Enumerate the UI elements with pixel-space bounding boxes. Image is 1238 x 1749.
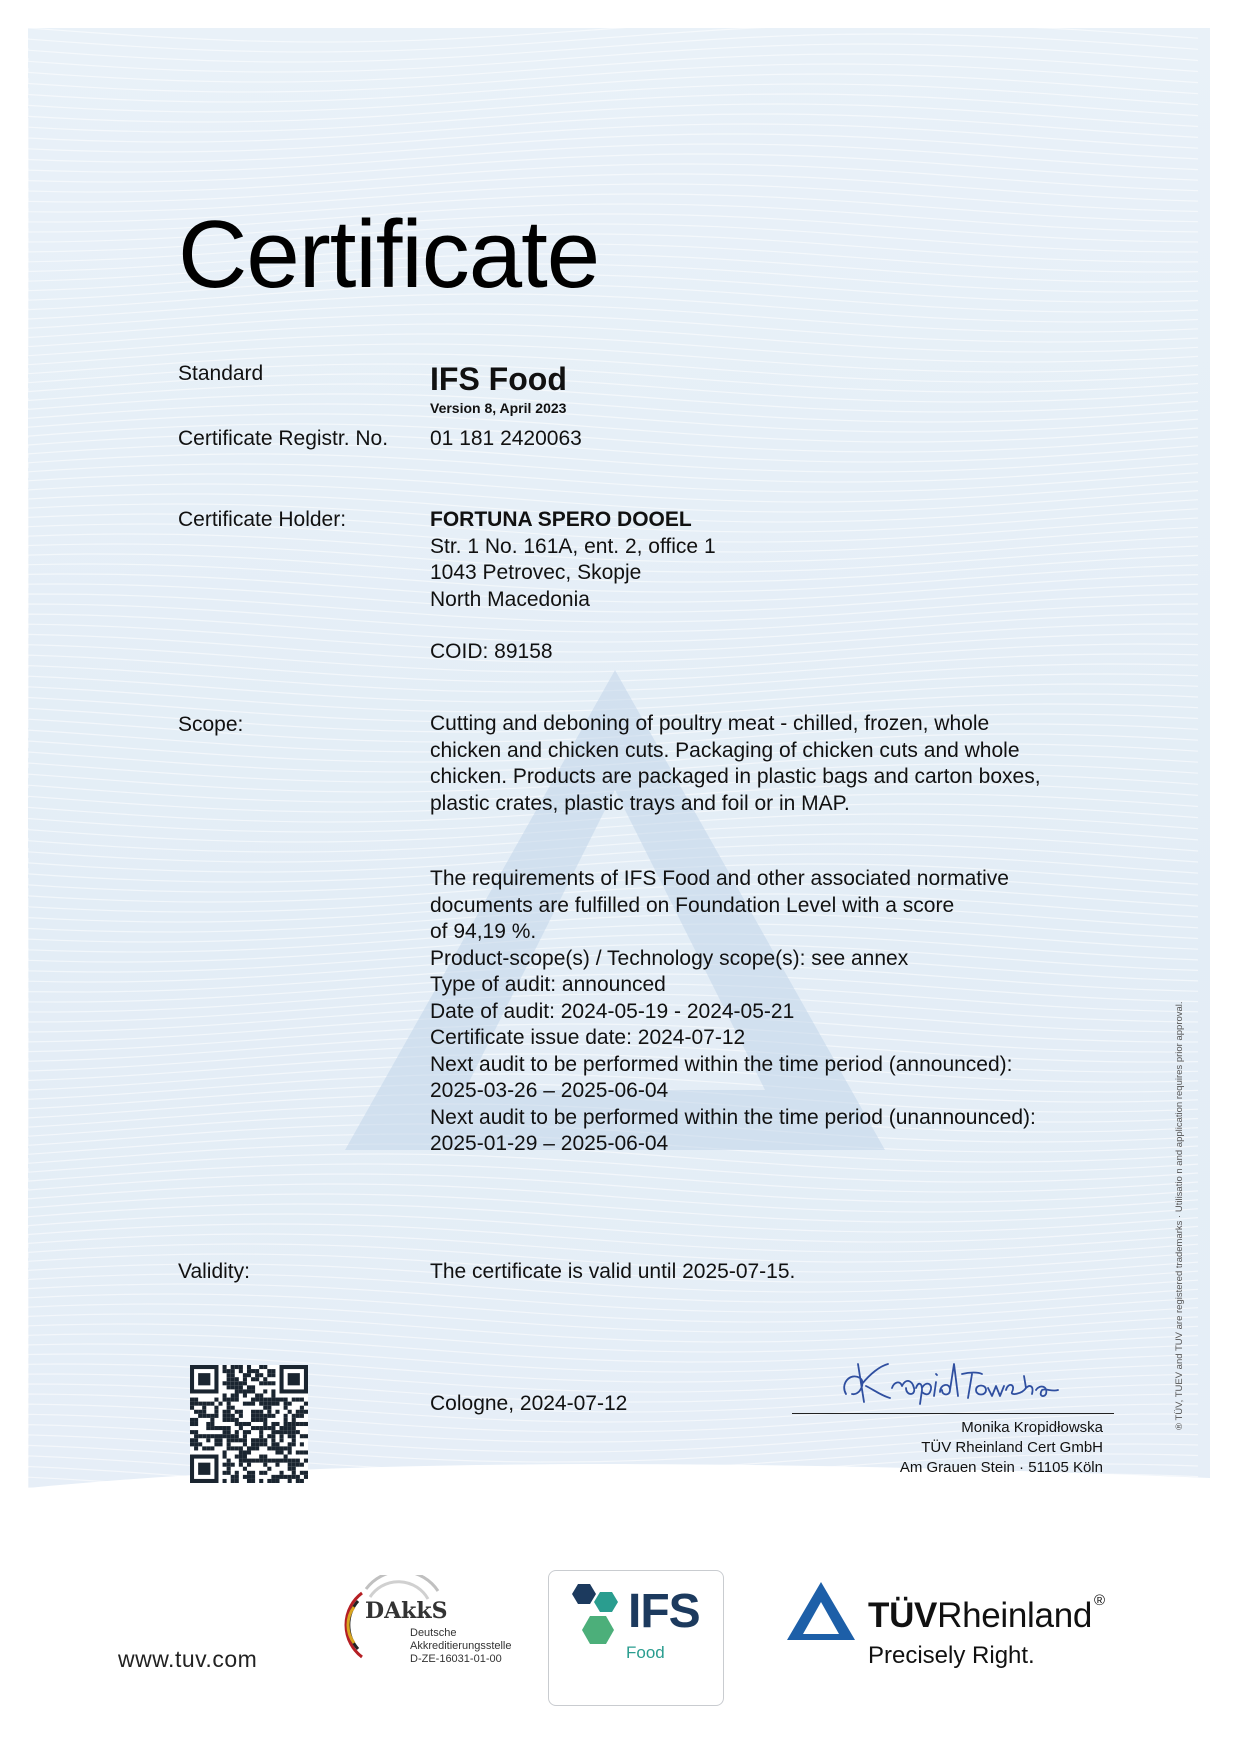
guilloche-line [28, 28, 1198, 42]
scope-text [430, 711, 1041, 817]
ifs-logo-word: IFS [628, 1585, 700, 1638]
guilloche-line [28, 1214, 1198, 1242]
qr-code[interactable] [190, 1365, 308, 1483]
dakks-line: Deutsche [410, 1627, 457, 1639]
holder-address-line: Str. 1 No. 161A, ent. 2, office 1 [430, 534, 716, 558]
requirements-line: of 94,19 %. [430, 920, 537, 943]
signature-image [836, 1344, 1066, 1416]
dakks-line: Akkreditierungsstelle [410, 1640, 512, 1652]
scope-line: Cutting and deboning of poultry meat - chilled, frozen, whole [430, 712, 990, 735]
requirements-line: Next audit to be performed within the time period (unannounced): [430, 1105, 1036, 1129]
holder-label: Certificate Holder: [178, 508, 347, 531]
validity-value: The certificate is valid until 2025-07-15. [430, 1260, 796, 1283]
validity-label: Validity: [178, 1260, 250, 1283]
signer-company: TÜV Rheinland Cert GmbH [921, 1439, 1103, 1456]
standard-version: Version 8, April 2023 [430, 400, 567, 416]
scope-line: plastic crates, plastic trays and foil or in MAP. [430, 791, 850, 815]
guilloche-line [28, 474, 1198, 502]
place-date: Cologne, 2024-07-12 [430, 1392, 628, 1415]
page-title: Certificate [178, 201, 600, 308]
guilloche-line [28, 1194, 1198, 1222]
holder-address-line: North Macedonia [430, 587, 590, 611]
signer-block [900, 1418, 1103, 1478]
footer-url-link[interactable]: www.tuv.com [118, 1646, 258, 1672]
requirements-line: Certificate issue date: 2024-07-12 [430, 1026, 746, 1049]
guilloche-line [28, 334, 1198, 362]
tuv-brand-regular: Rheinland [937, 1596, 1093, 1635]
scope-label: Scope: [178, 713, 244, 736]
guilloche-line [28, 134, 1198, 162]
dakks-name: DAkkS [365, 1598, 448, 1624]
guilloche-line [28, 324, 1198, 352]
registration-label: Certificate Registr. No. [178, 427, 389, 450]
standard-name: IFS Food [430, 361, 567, 397]
requirements-line: Type of audit: announced [430, 973, 666, 996]
requirements-text [430, 866, 1036, 1158]
holder-block [430, 507, 716, 666]
holder-name: FORTUNA SPERO DOOEL [430, 508, 692, 531]
dakks-subtitle [410, 1627, 512, 1666]
requirements-line: The requirements of IFS Food and other associated normative [430, 867, 1009, 890]
guilloche-line [28, 144, 1198, 172]
guilloche-line [28, 1174, 1198, 1202]
tuv-slogan: Precisely Right. [868, 1642, 1035, 1669]
tuv-registered-mark: ® [1094, 1592, 1105, 1609]
signer-address: Am Grauen Stein · 51105 Köln [899, 1459, 1103, 1476]
guilloche-line [28, 314, 1198, 342]
guilloche-line [28, 44, 1198, 72]
tuv-brand-name [868, 1592, 1105, 1636]
scope-line: chicken. Products are packaged in plastic bags and carton boxes, [430, 765, 1041, 788]
holder-address-line: 1043 Petrovec, Skopje [430, 561, 642, 584]
requirements-line: 2025-01-29 – 2025-06-04 [430, 1132, 669, 1155]
tuv-triangle-icon [785, 1580, 857, 1642]
guilloche-line [28, 84, 1198, 112]
holder-coid: COID: 89158 [430, 640, 553, 663]
standard-label: Standard [178, 362, 264, 385]
ifs-logo-sub: Food [626, 1643, 665, 1662]
scope-line: chicken and chicken cuts. Packaging of chicken cuts and whole [430, 738, 1020, 762]
guilloche-line [28, 54, 1198, 82]
requirements-line: Date of audit: 2024-05-19 - 2024-05-21 [430, 999, 795, 1023]
guilloche-line [28, 464, 1198, 492]
trademark-note: ® TÜV, TUEV and TUV are registered trademarks · Utilisatio n and application requires prior approval. [1174, 1001, 1185, 1430]
guilloche-line [28, 74, 1198, 102]
guilloche-line [28, 1284, 1198, 1312]
ifs-hexagon-icon [566, 1582, 632, 1658]
requirements-line: documents are fulfilled on Foundation Level with a score [430, 893, 955, 917]
signature-line [792, 1413, 1114, 1414]
registration-number: 01 181 2420063 [430, 427, 582, 450]
requirements-line: Product-scope(s) / Technology scope(s): see annex [430, 946, 909, 970]
signer-name: Monika Kropidłowska [961, 1419, 1103, 1436]
guilloche-line [28, 1294, 1198, 1322]
guilloche-line [28, 64, 1198, 92]
dakks-accreditation-number: D-ZE-16031-01-00 [410, 1653, 502, 1665]
requirements-line: Next audit to be performed within the time period (announced): [430, 1052, 1013, 1076]
tuv-brand-bold: TÜV [868, 1596, 938, 1635]
guilloche-line [28, 164, 1198, 192]
guilloche-line [28, 174, 1198, 202]
requirements-line: 2025-03-26 – 2025-06-04 [430, 1079, 669, 1102]
